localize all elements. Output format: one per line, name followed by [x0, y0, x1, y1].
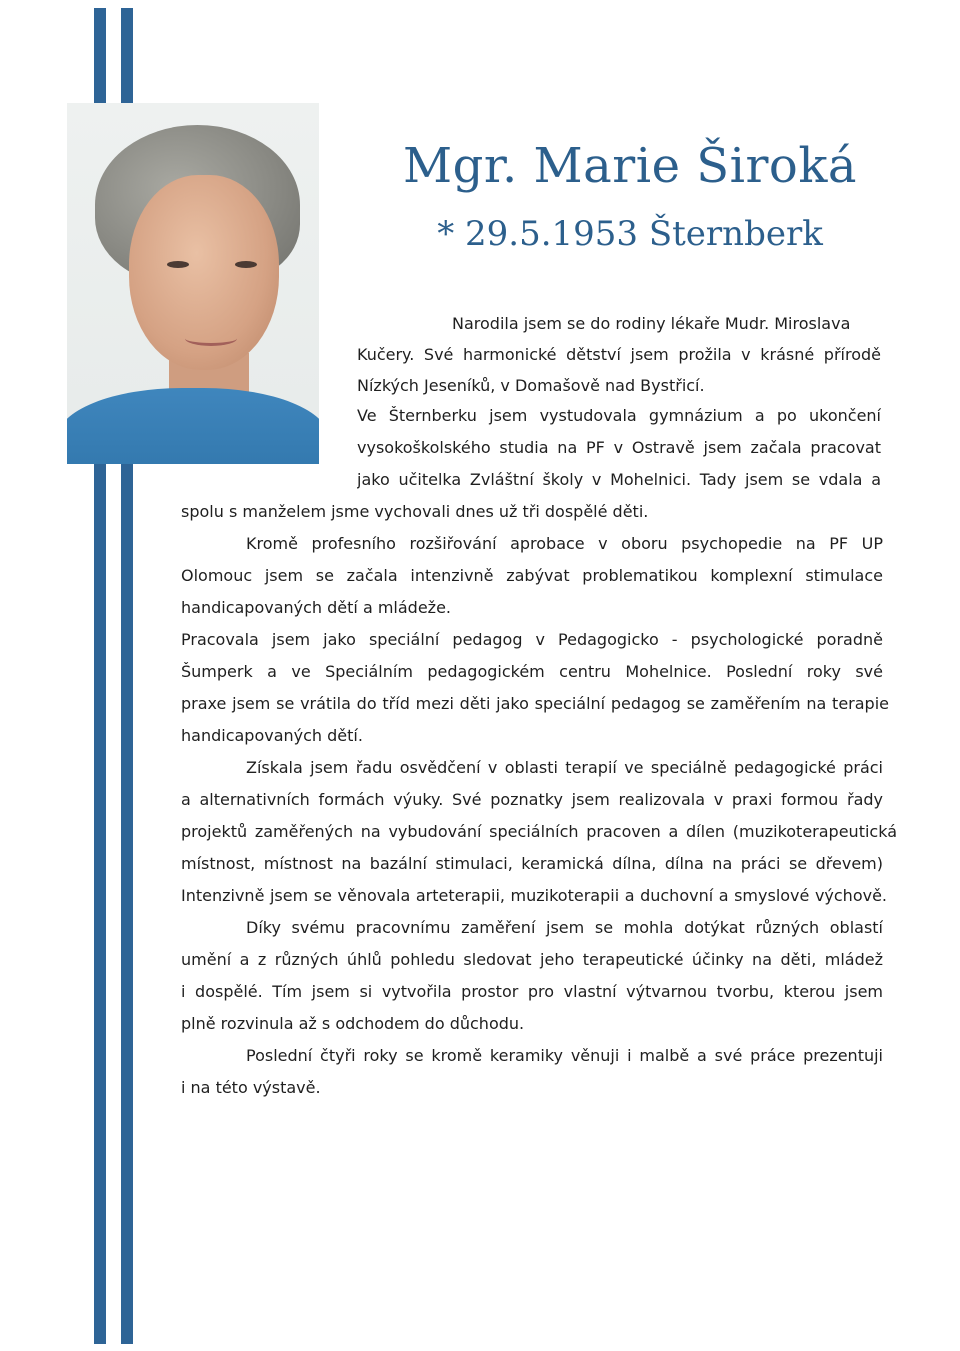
bio-line: Kromě profesního rozšiřování aprobace v oboru psychopedie na PF UP — [246, 534, 883, 553]
birth-info: * 29.5.1953 Šternberk — [437, 214, 823, 254]
person-name: Mgr. Marie Široká — [402, 138, 858, 194]
bio-line: místnost, místnost na bazální stimulaci, keramická dílna, dílna na práci se dřevem) — [181, 854, 883, 873]
bio-line: Šumperk a ve Speciálním pedagogickém centru Mohelnice. Poslední roky své — [181, 662, 883, 681]
bio-line: Díky svému pracovnímu zaměření jsem se mohla dotýkat různých oblastí — [246, 918, 883, 937]
bio-line: spolu s manželem jsme vychovali dnes už tři dospělé děti. — [181, 502, 649, 521]
photo-eye-left — [167, 261, 189, 268]
bio-line: Ve Šternberku jsem vystudovala gymnázium a po ukončení — [357, 406, 881, 425]
photo-eye-right — [235, 261, 257, 268]
bio-line: vysokoškolského studia na PF v Ostravě jsem začala pracovat — [357, 438, 881, 457]
bio-line: i dospělé. Tím jsem si vytvořila prostor pro vlastní výtvarnou tvorbu, kterou jsem — [181, 982, 883, 1001]
bio-line: a alternativních formách výuky. Své poznatky jsem realizovala v praxi formou řady — [181, 790, 883, 809]
bio-line: handicapovaných dětí a mládeže. — [181, 598, 451, 617]
bio-line: Získala jsem řadu osvědčení v oblasti terapií ve speciálně pedagogické práci — [246, 758, 883, 777]
bio-line: Intenzivně jsem se věnovala arteterapii, muzikoterapii a duchovní a smyslové výchově. — [181, 886, 887, 905]
photo-shirt — [67, 388, 319, 464]
bio-line: projektů zaměřených na vybudování speciálních pracoven a dílen (muzikoterapeutická — [181, 822, 897, 841]
portrait-photo — [67, 103, 319, 464]
bio-line: Kučery. Své harmonické dětství jsem prožila v krásné přírodě — [357, 345, 881, 364]
bio-line: Nízkých Jeseníků, v Domašově nad Bystřicí. — [357, 376, 705, 395]
bio-line: Pracovala jsem jako speciální pedagog v Pedagogicko - psychologické poradně — [181, 630, 883, 649]
bio-line: Olomouc jsem se začala intenzivně zabývat problematikou komplexní stimulace — [181, 566, 883, 585]
bio-line: i na této výstavě. — [181, 1078, 321, 1097]
bio-line: handicapovaných dětí. — [181, 726, 363, 745]
bio-line: umění a z různých úhlů pohledu sledovat jeho terapeutické účinky na děti, mládež — [181, 950, 883, 969]
bio-line: praxe jsem se vrátila do tříd mezi děti jako speciální pedagog se zaměřením na terapie — [181, 694, 889, 713]
bio-line: jako učitelka Zvláštní školy v Mohelnici. Tady jsem se vdala a — [357, 470, 881, 489]
bio-line: plně rozvinula až s odchodem do důchodu. — [181, 1014, 525, 1033]
bio-line: Poslední čtyři roky se kromě keramiky věnuji i malbě a své práce prezentuji — [246, 1046, 883, 1065]
photo-mouth — [185, 331, 237, 346]
bio-line: Narodila jsem se do rodiny lékaře Mudr. Miroslava — [452, 314, 851, 333]
